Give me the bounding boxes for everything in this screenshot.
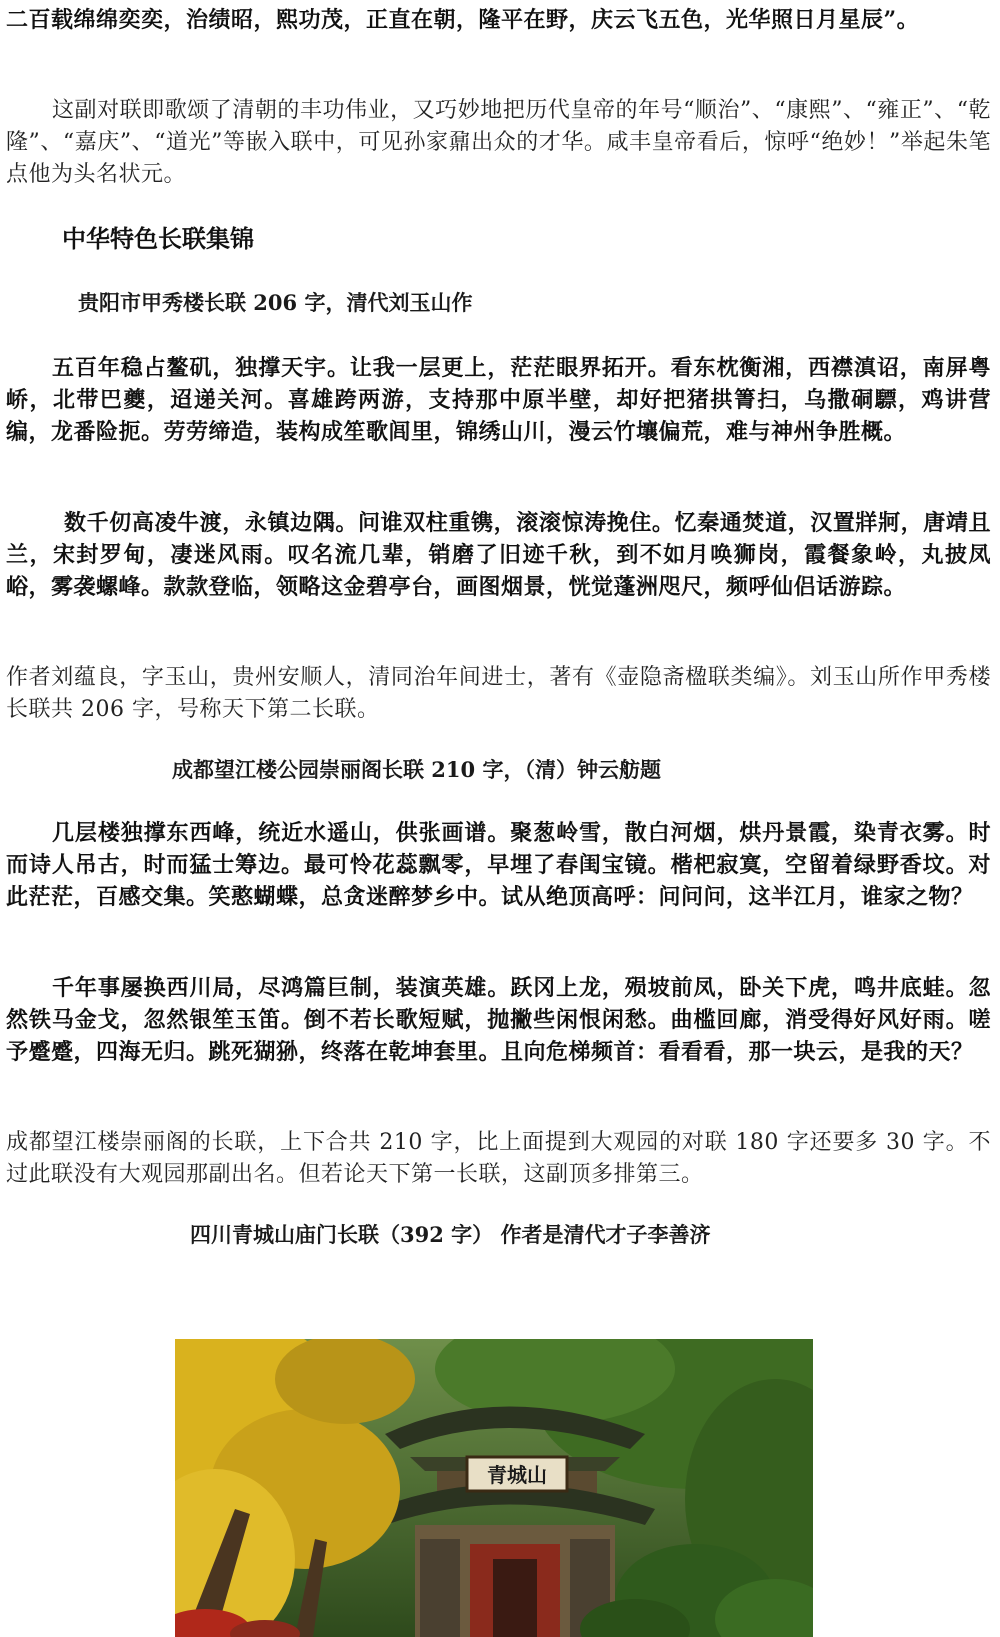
couplet-2-upper: 几层楼独撑东西峰，统近水遥山，供张画谱。聚葱岭雪，散白河烟，烘丹景霞，染青衣雾。时而诗人吊古，时而猛士筹边。最可怜花蕊飘零，早埋了春闺宝镜。楷杷寂寞，空留着绿野香坟。对此茫茫，百感交集。笑憨蝴蝶，总贪迷醉梦乡中。试从绝顶高呼：问问问，这半江月，谁家之物？ [6,820,991,910]
plaque-text: 青城山 [487,1463,547,1487]
qingcheng-gate-photo [175,1339,813,1637]
section-title: 中华特色长联集锦 [62,224,254,253]
couplet-2-title: 成都望江楼公园崇丽阁长联 210 字，（清）钟云舫题 [172,757,661,782]
intro-top-line: 二百载绵绵奕奕，治绩昭，熙功茂，正直在朝，隆平在野，庆云飞五色，光华照日月星辰”。 [6,7,920,33]
couplet-2-note: 成都望江楼崇丽阁的长联，上下合共 210 字，比上面提到大观园的对联 180 字还要多 30 字。不过此联没有大观园那副出名。但若论天下第一长联，这副顶多排第三。 [6,1130,991,1187]
couplet-1-title: 贵阳市甲秀楼长联 206 字，清代刘玉山作 [78,290,473,315]
couplet-2-lower: 千年事屡换西川局，尽鸿篇巨制，装演英雄。跃冈上龙，殒坡前凤，卧关下虎，鸣井底蛙。忽然铁马金戈，忽然银笙玉笛。倒不若长歌短赋，抛撇些闲恨闲愁。曲槛回廊，消受得好风好雨。嗟予蹙蹙，四海无归。跳死猢狲，终落在乾坤套里。且向危梯频首：看看看，那一块云，是我的天？ [6,975,991,1065]
couplet-1-upper: 五百年稳占鳌矶，独撑天宇。让我一层更上，茫茫眼界拓开。看东枕衡湘，西襟滇诏，南屏粤峤，北带巴夔，迢递关河。喜雄跨两游，支持那中原半壁，却好把猪拱箐扫，乌撒硐驃，鸡讲营编，龙番险扼。劳劳缔造，装构成笙歌闾里，锦绣山川，漫云竹壤偏荒，难与神州争胜概。 [6,355,991,445]
couplet-3-title: 四川青城山庙门长联（392 字） 作者是清代才子李善济 [190,1222,711,1247]
couplet-1-note: 作者刘蕴良，字玉山，贵州安顺人，清同治年间进士，著有《壶隐斋楹联类编》。刘玉山所作甲秀楼长联共 206 字，号称天下第二长联。 [6,665,991,722]
couplet-1-lower: 数千仞高凌牛渡，永镇边隅。问谁双柱重镌，滚滚惊涛挽住。忆秦通焚道，汉置牂牁，唐靖且兰，宋封罗甸，凄迷风雨。叹名流几辈，销磨了旧迹千秋，到不如月唤狮岗，霞餐象岭，丸披凤峪，雾袭螺峰。款款登临，领略这金碧亭台，画图烟景，恍觉蓬洲咫尺，频呼仙侣话游踪。 [6,510,991,600]
temple-gate-illustration [175,1339,813,1637]
temple-plaque [467,1457,567,1491]
intro-commentary: 这副对联即歌颂了清朝的丰功伟业，又巧妙地把历代皇帝的年号“顺治”、“康熙”、“雍正”、“乾隆”、“嘉庆”、“道光”等嵌入联中，可见孙家鼐出众的才华。咸丰皇帝看后，惊呼“绝妙！”举起朱笔点他为头名状元。 [6,98,991,187]
